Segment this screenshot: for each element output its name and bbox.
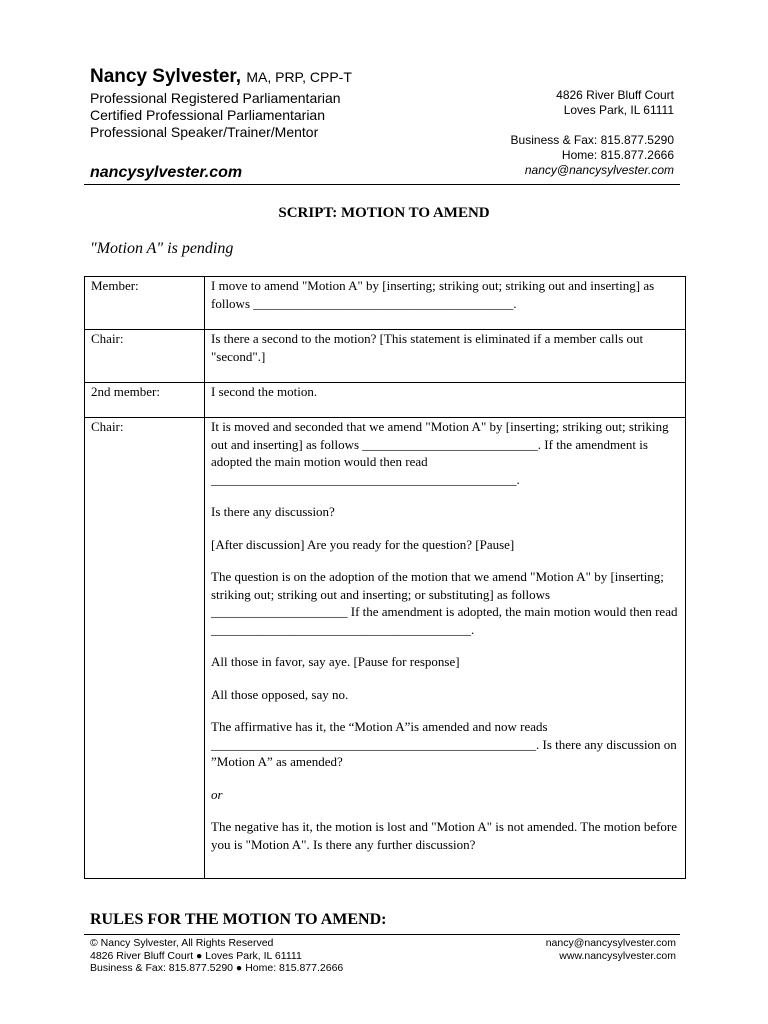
speaker-cell: [85, 277, 205, 330]
footer-right: [546, 937, 676, 962]
speaker-label: Member:: [91, 278, 139, 293]
author-credentials: MA, PRP, CPP-T: [246, 69, 352, 85]
website-link[interactable]: nancysylvester.com: [90, 164, 243, 181]
speaker-label: Chair:: [91, 419, 124, 434]
header-address: [556, 88, 674, 118]
header-contact: [511, 133, 674, 178]
dialogue-text: Is there any discussion?: [211, 504, 335, 519]
speaker-cell: [85, 418, 205, 879]
dialogue-text: It is moved and seconded that we amend "Motion A" by [inserting; striking out; striking out and inserting] as follows ___________________________. If the amendment is adopted the main motion would then read _______________________________________________.: [211, 419, 669, 487]
business-fax-phone: Business & Fax: 815.877.5290: [510, 133, 674, 147]
address-line: Loves Park, IL 61111: [563, 103, 674, 117]
author-titles: [90, 90, 341, 141]
footer-address-line: 4826 River Bluff Court ● Loves Park, IL 61111: [90, 949, 302, 962]
table-row: [85, 383, 686, 418]
author-title-line: Professional Registered Parliamentarian: [90, 90, 341, 106]
pending-motion-note: "Motion A" is pending: [90, 240, 234, 257]
dialogue-text: I move to amend "Motion A" by [inserting; striking out; striking out and inserting] as follows ________________________________________.: [211, 278, 655, 311]
author-title-line: Professional Speaker/Trainer/Mentor: [90, 124, 319, 140]
table-row: [85, 418, 686, 879]
table-row: [85, 330, 686, 383]
header-divider: [84, 184, 680, 185]
dialogue-cell: [205, 330, 686, 383]
speaker-label: 2nd member:: [91, 384, 160, 399]
speaker-cell: [85, 383, 205, 418]
dialogue-text: Is there a second to the motion? [This statement is eliminated if a member calls out "second".]: [211, 331, 644, 364]
address-line: 4826 River Bluff Court: [556, 88, 674, 102]
footer-divider: [84, 934, 680, 935]
rules-heading: RULES FOR THE MOTION TO AMEND:: [90, 911, 387, 928]
table-row: [85, 277, 686, 330]
speaker-cell: [85, 330, 205, 383]
dialogue-alternative: or: [211, 786, 223, 802]
dialogue-text: All those opposed, say no.: [211, 686, 349, 702]
dialogue-text: [After discussion] Are you ready for the question? [Pause]: [211, 536, 515, 552]
script-table: [84, 276, 686, 879]
author-title-line: Certified Professional Parliamentarian: [90, 107, 325, 123]
dialogue-text: I second the motion.: [211, 384, 318, 399]
footer-phone-line: Business & Fax: 815.877.5290 ● Home: 815.877.2666: [90, 962, 344, 974]
author-name-text: Nancy Sylvester,: [90, 66, 242, 87]
footer-left: [90, 937, 343, 975]
document-title: SCRIPT: MOTION TO AMEND: [278, 205, 490, 221]
dialogue-text: The negative has it, the motion is lost and "Motion A" is not amended. The motion before you is "Motion A". Is there any further discussion?: [211, 819, 678, 852]
speaker-label: Chair:: [91, 331, 124, 346]
footer-website-link[interactable]: www.nancysylvester.com: [559, 949, 676, 962]
dialogue-text: All those in favor, say aye. [Pause for response]: [211, 654, 460, 669]
dialogue-cell: [205, 418, 686, 879]
copyright-line: © Nancy Sylvester, All Rights Reserved: [90, 937, 274, 949]
dialogue-text: The affirmative has it, the “Motion A”is amended and now reads __________________________________________________. Is there any discussion on ”Motion A” as amended?: [211, 719, 677, 769]
home-phone: Home: 815.877.2666: [561, 148, 674, 162]
dialogue-cell: [205, 277, 686, 330]
dialogue-cell: [205, 383, 686, 418]
dialogue-text: The question is on the adoption of the motion that we amend "Motion A" by [inserting; striking out; striking out and inserting; or substituting] as follows _____________________ If the amendment is adopted, the main motion would then read ________________________________________.: [211, 569, 678, 637]
header-email-link[interactable]: nancy@nancysylvester.com: [524, 163, 674, 177]
footer-email-link[interactable]: nancy@nancysylvester.com: [545, 937, 676, 949]
author-name: [90, 66, 352, 88]
